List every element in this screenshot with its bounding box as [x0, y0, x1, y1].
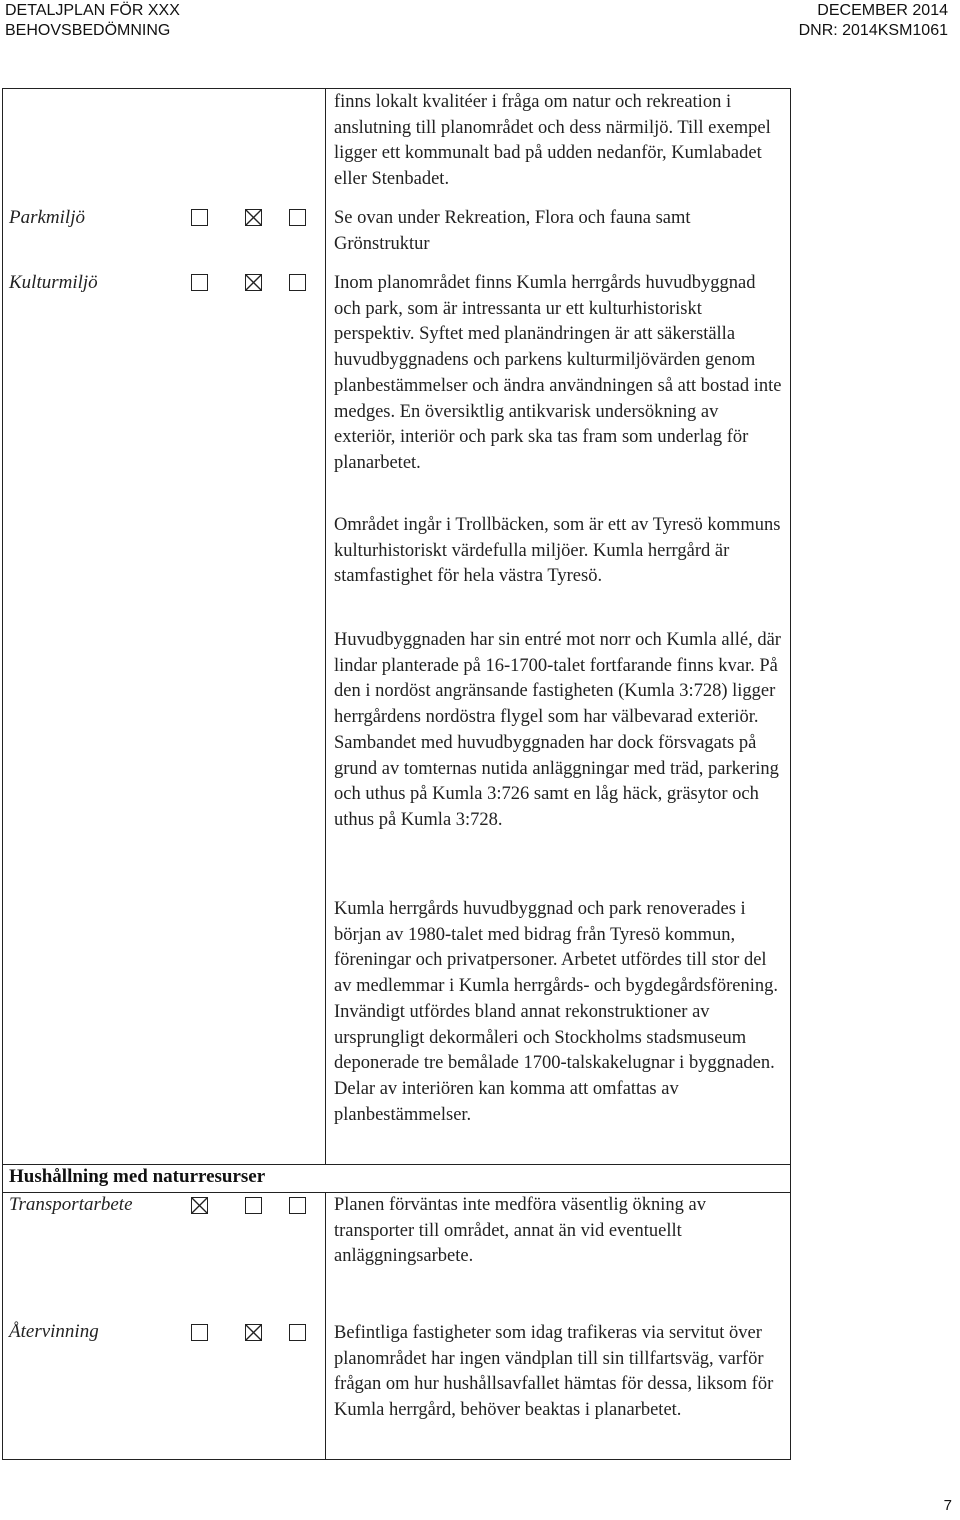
checkbox-cross-icon	[246, 1325, 261, 1340]
header-left	[5, 1, 180, 41]
document-date: DECEMBER 2014	[817, 2, 948, 19]
transportarbete-text: Planen förväntas inte medföra väsentlig ökning av transporter till området, annat än vid eventuellt anläggningsarbete.	[334, 1195, 706, 1267]
checkbox-transportarbete-2[interactable]	[245, 1197, 262, 1214]
row-label-parkmiljo: Parkmiljö	[9, 207, 85, 228]
page-number: 7	[943, 1497, 952, 1514]
document-number: DNR: 2014KSM1061	[798, 22, 948, 39]
row-label-kulturmiljo: Kulturmiljö	[9, 272, 98, 293]
checkbox-kulturmiljo-1[interactable]	[191, 274, 208, 291]
checkbox-cross-icon	[246, 210, 261, 225]
kulturmiljo-paragraph-1: Inom planområdet finns Kumla herrgårds huvudbyggnad och park, som är intressanta ur ett kulturhistoriskt perspektiv. Syftet med planändringen är att säkerställa huvudbyggnadens och parkens kulturmiljövärden genom planbestämmelser och ändra användningen så att bostad inte medges. En översiktlig antikvarisk undersökning av exteriör, interiör och park ska tas fram som underlag för planarbetet.	[334, 273, 782, 473]
section-title-hushallning: Hushållning med naturresurser	[9, 1166, 266, 1187]
column-divider	[325, 1192, 326, 1460]
section-divider	[2, 1164, 791, 1165]
page-header	[0, 0, 960, 44]
kulturmiljo-paragraph-3: Huvudbyggnaden har sin entré mot norr och Kumla allé, där lindar planterade på 16-1700-talet fortfarande finns kvar. På den i nordöst angränsande fastigheten (Kumla 3:728) ligger herrgårdens nordöstra flygel som har välbevarad exteriör. Sambandet med huvudbyggnaden har dock försvagats på grund av tomternas nutida anläggningar med träd, parkering och uthus på Kumla 3:726 samt en låg häck, gräsytor och uthus på Kumla 3:728.	[334, 630, 781, 830]
row-label-transportarbete: Transportarbete	[9, 1194, 133, 1215]
checkbox-atervinning-3[interactable]	[289, 1324, 306, 1341]
checkbox-parkmiljo-2[interactable]	[245, 209, 262, 226]
atervinning-text: Befintliga fastigheter som idag trafikeras via servitut över planområdet har ingen vändplan till sin tillfartsväg, varför frågan om hur hushållsavfallet hämtas för dessa, liksom för Kumla herrgård, behöver beaktas i planarbetet.	[334, 1323, 774, 1421]
parkmiljo-text: Se ovan under Rekreation, Flora och fauna samt Grönstruktur	[334, 208, 691, 254]
column-divider	[325, 88, 326, 1164]
checkbox-kulturmiljo-2[interactable]	[245, 274, 262, 291]
intro-text: finns lokalt kvalitéer i fråga om natur och rekreation i anslutning till planområdet och dess närmiljö. Till exempel ligger ett kommunalt bad på udden nedanför, Kumlabadet eller Stenbadet.	[334, 92, 771, 190]
checkbox-transportarbete-3[interactable]	[289, 1197, 306, 1214]
checkbox-parkmiljo-3[interactable]	[289, 209, 306, 226]
checkbox-cross-icon	[246, 275, 261, 290]
row-label-atervinning: Återvinning	[9, 1321, 99, 1342]
document-type: BEHOVSBEDÖMNING	[5, 22, 171, 39]
checkbox-parkmiljo-1[interactable]	[191, 209, 208, 226]
plan-title: DETALJPLAN FÖR XXX	[5, 2, 180, 19]
kulturmiljo-paragraph-2: Området ingår i Trollbäcken, som är ett av Tyresö kommuns kulturhistoriskt värdefulla miljöer. Kumla herrgård är stamfastighet för hela västra Tyresö.	[334, 515, 781, 587]
checkbox-kulturmiljo-3[interactable]	[289, 274, 306, 291]
checkbox-atervinning-1[interactable]	[191, 1324, 208, 1341]
kulturmiljo-paragraph-4: Kumla herrgårds huvudbyggnad och park renoverades i början av 1980-talet med bidrag från Tyresö kommun, föreningar och privatpersoner. Arbetet utfördes till stor del av medlemmar i Kumla herrgårds- och bygdegårdsförening. Invändigt utfördes bland annat rekonstruktioner av ursprungligt dekormåleri och Stockholms stadsmuseum deponerade tre bemålade 1700-talskakelugnar i byggnaden. Delar av interiören kan komma att omfattas av planbestämmelser.	[334, 899, 779, 1125]
checkbox-transportarbete-1[interactable]	[191, 1197, 208, 1214]
header-right	[799, 1, 948, 41]
checkbox-cross-icon	[192, 1198, 207, 1213]
checkbox-atervinning-2[interactable]	[245, 1324, 262, 1341]
